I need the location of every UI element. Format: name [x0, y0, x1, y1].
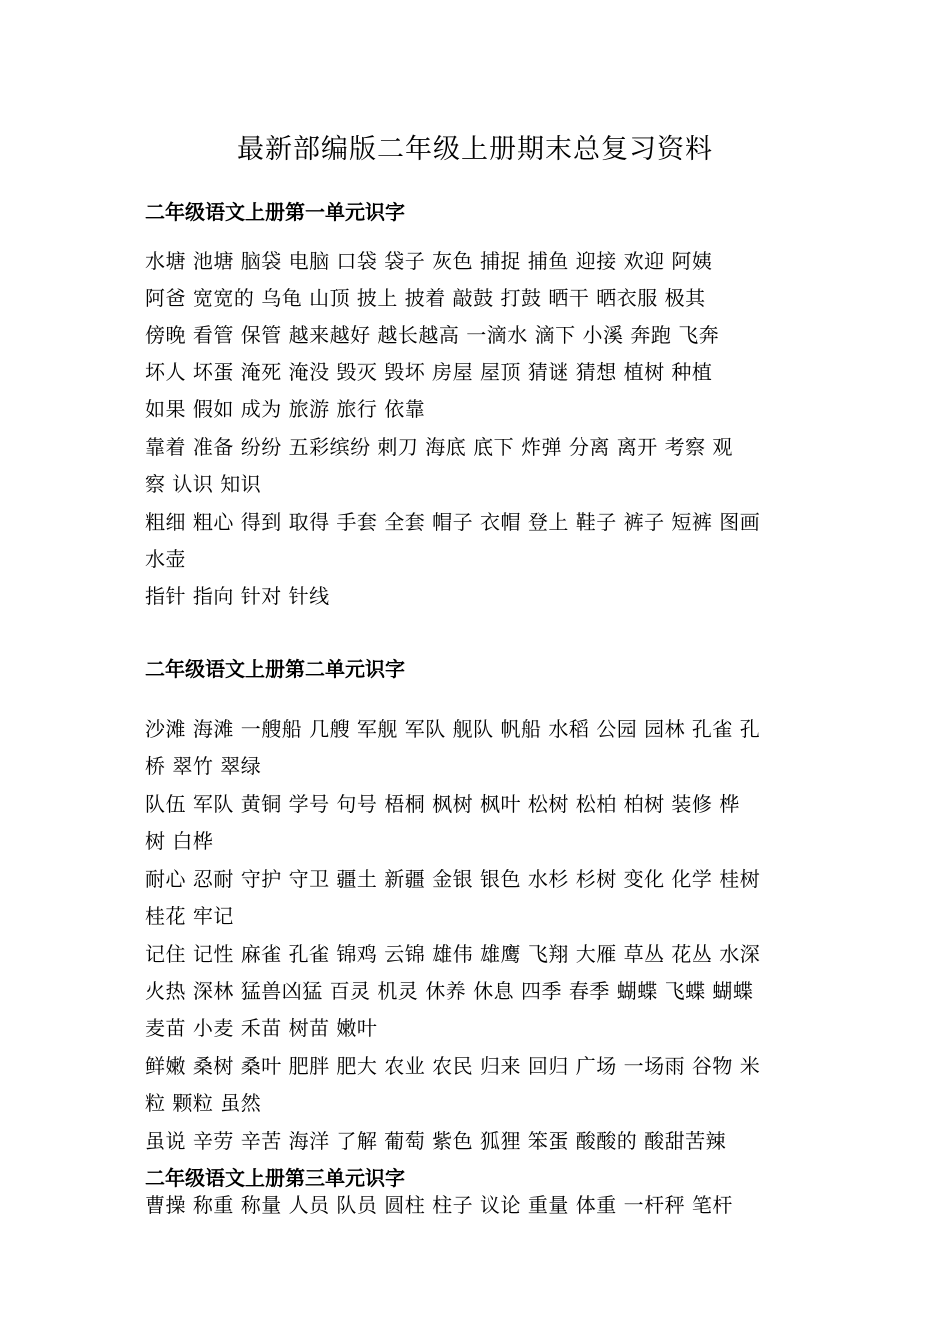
- word-line: 水壶: [145, 547, 186, 571]
- word-line: 察 认识 知识: [145, 472, 262, 496]
- word-line: 傍晚 看管 保管 越来越好 越长越高 一滴水 滴下 小溪 奔跑 飞奔: [145, 323, 720, 347]
- document-title: 最新部编版二年级上册期末总复习资料: [237, 134, 713, 165]
- word-line: 曹操 称重 称量 人员 队员 圆柱 柱子 议论 重量 体重 一杆秤 笔杆: [145, 1193, 733, 1217]
- word-line: 桂花 牢记: [145, 904, 234, 928]
- word-line: 鲜嫩 桑树 桑叶 肥胖 肥大 农业 农民 归来 回归 广场 一场雨 谷物 米: [145, 1054, 761, 1078]
- word-line: 靠着 准备 纷纷 五彩缤纷 刺刀 海底 底下 炸弹 分离 离开 考察 观: [145, 435, 733, 459]
- section-heading-unit-1: 二年级语文上册第一单元识字: [145, 200, 405, 224]
- section-heading-unit-2: 二年级语文上册第二单元识字: [145, 657, 405, 681]
- word-line: 桥 翠竹 翠绿: [145, 754, 262, 778]
- word-line: 耐心 忍耐 守护 守卫 疆土 新疆 金银 银色 水杉 杉树 变化 化学 桂树: [145, 867, 761, 891]
- word-line: 火热 深林 猛兽凶猛 百灵 机灵 休养 休息 四季 春季 蝴蝶 飞蝶 蝴蝶: [145, 979, 754, 1003]
- word-line: 队伍 军队 黄铜 学号 句号 梧桐 枫树 枫叶 松树 松柏 柏树 装修 桦: [145, 792, 740, 816]
- word-line: 如果 假如 成为 旅游 旅行 依靠: [145, 397, 426, 421]
- word-line: 麦苗 小麦 禾苗 树苗 嫩叶: [145, 1016, 378, 1040]
- word-line: 粗细 粗心 得到 取得 手套 全套 帽子 衣帽 登上 鞋子 裤子 短裤 图画: [145, 510, 761, 534]
- word-line: 坏人 坏蛋 淹死 淹没 毁灭 毁坏 房屋 屋顶 猜谜 猜想 植树 种植: [145, 360, 713, 384]
- section-heading-unit-3: 二年级语文上册第三单元识字: [145, 1166, 405, 1190]
- word-line: 阿爸 宽宽的 乌龟 山顶 披上 披着 敲鼓 打鼓 晒干 晒衣服 极其: [145, 286, 706, 310]
- word-line: 记住 记性 麻雀 孔雀 锦鸡 云锦 雄伟 雄鹰 飞翔 大雁 草丛 花丛 水深: [145, 942, 761, 966]
- word-line: 指针 指向 针对 针线: [145, 584, 330, 608]
- word-line: 水塘 池塘 脑袋 电脑 口袋 袋子 灰色 捕捉 捕鱼 迎接 欢迎 阿姨: [145, 249, 713, 273]
- word-line: 粒 颗粒 虽然: [145, 1091, 262, 1115]
- word-line: 树 白桦: [145, 829, 214, 853]
- word-line: 虽说 辛劳 辛苦 海洋 了解 葡萄 紫色 狐狸 笨蛋 酸酸的 酸甜苦辣: [145, 1129, 727, 1153]
- word-line: 沙滩 海滩 一艘船 几艘 军舰 军队 舰队 帆船 水稻 公园 园林 孔雀 孔: [145, 717, 761, 741]
